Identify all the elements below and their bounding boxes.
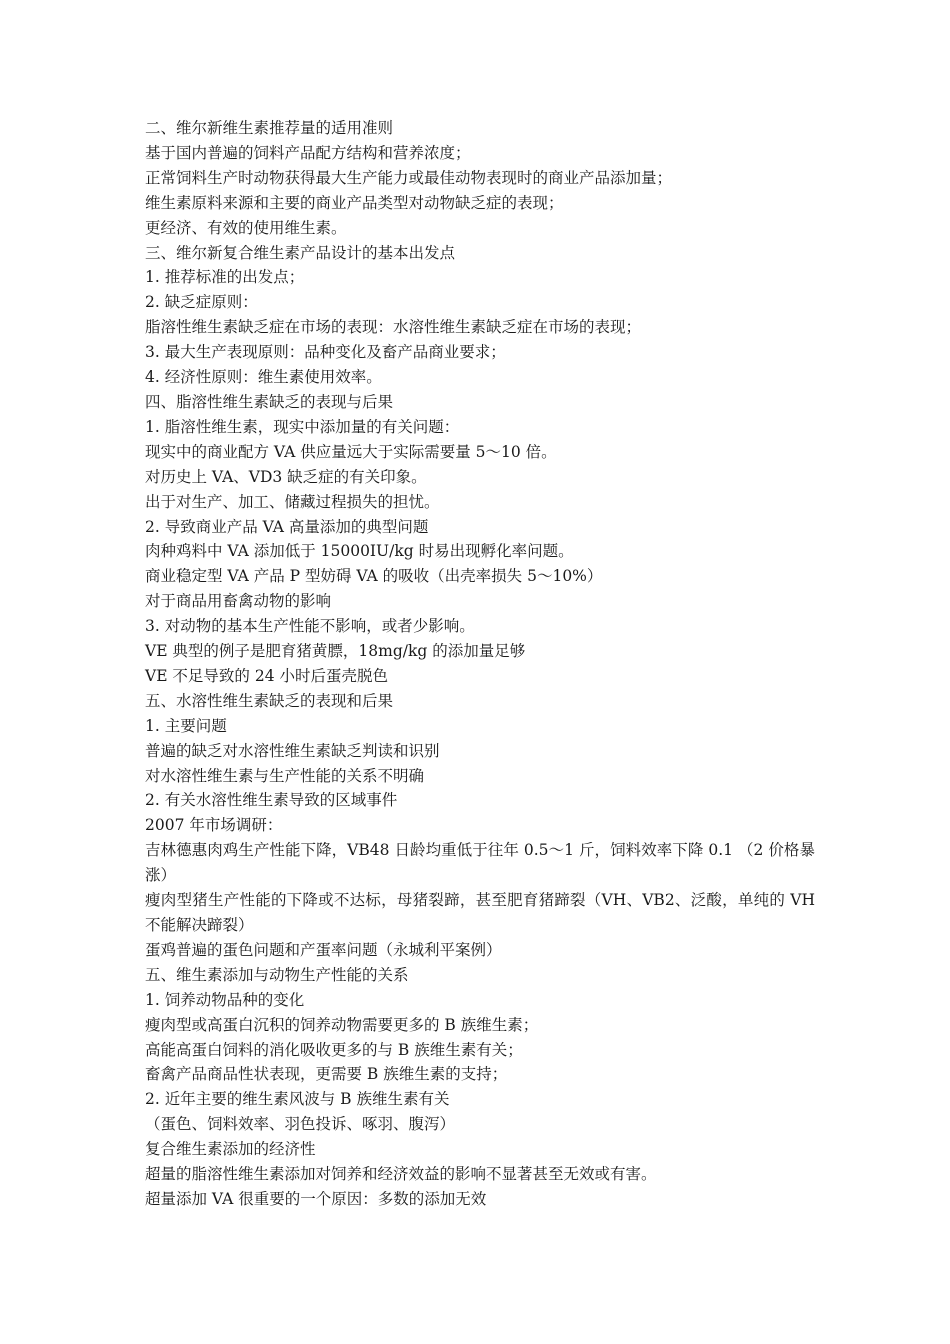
section-heading: 三、维尔新复合维生素产品设计的基本出发点 <box>145 243 456 262</box>
text-line: 1. 饲养动物品种的变化 <box>145 990 305 1009</box>
text-line: 畜禽产品商品性状表现，更需要 B 族维生素的支持； <box>145 1065 508 1084</box>
text-line: 对于商品用畜禽动物的影响 <box>145 592 332 611</box>
text-line: （蛋色、饲料效率、羽色投诉、啄羽、腹泻） <box>145 1115 456 1134</box>
text-line: 基于国内普遍的饲料产品配方结构和营养浓度； <box>145 143 471 162</box>
text-line: 蛋鸡普遍的蛋色问题和产蛋率问题（永城利平案例） <box>145 940 502 959</box>
text-line: 高能高蛋白饲料的消化吸收更多的与 B 族维生素有关； <box>145 1040 523 1059</box>
text-line: 2. 近年主要的维生素风波与 B 族维生素有关 <box>145 1090 450 1109</box>
text-line: 2. 有关水溶性维生素导致的区域事件 <box>145 791 398 810</box>
text-line: 超量添加 VA 很重要的一个原因：多数的添加无效 <box>145 1189 487 1208</box>
section-heading: 二、维尔新维生素推荐量的适用准则 <box>145 119 394 137</box>
text-paragraph: 吉林德惠肉鸡生产性能下降，VB48 日龄均重低于往年 0.5～1 斤，饲料效率下降 0.1 （2 价格暴涨） <box>145 841 815 885</box>
text-line: 1. 主要问题 <box>145 716 227 735</box>
text-line: 1. 推荐标准的出发点； <box>145 268 305 287</box>
text-paragraph: 瘦肉型猪生产性能的下降或不达标，母猪裂蹄，甚至肥育猪蹄裂（VH、VB2、泛酸，单纯的 VH 不能解决蹄裂） <box>145 891 815 934</box>
text-line: 2. 导致商业产品 VA 高量添加的典型问题 <box>145 517 429 536</box>
text-line: 商业稳定型 VA 产品 P 型妨碍 VA 的吸收（出壳率损失 5～10%） <box>145 567 603 586</box>
document-body <box>145 116 815 1212</box>
text-line: 超量的脂溶性维生素添加对饲养和经济效益的影响不显著甚至无效或有害。 <box>145 1165 657 1184</box>
text-line: VE 不足导致的 24 小时后蛋壳脱色 <box>145 666 389 685</box>
text-line: 正常饲料生产时动物获得最大生产能力或最佳动物表现时的商业产品添加量； <box>145 168 673 187</box>
text-line: 1. 脂溶性维生素，现实中添加量的有关问题： <box>145 417 460 436</box>
text-line: 2. 缺乏症原则： <box>145 293 258 312</box>
text-line: 对水溶性维生素与生产性能的关系不明确 <box>145 766 425 785</box>
text-line: 脂溶性维生素缺乏症在市场的表现：水溶性维生素缺乏症在市场的表现； <box>145 318 642 337</box>
text-line: 复合维生素添加的经济性 <box>145 1140 316 1159</box>
text-line: 现实中的商业配方 VA 供应量远大于实际需要量 5～10 倍。 <box>145 442 557 461</box>
section-heading: 四、脂溶性维生素缺乏的表现与后果 <box>145 392 394 411</box>
text-line: 肉种鸡料中 VA 添加低于 15000IU/kg 时易出现孵化率问题。 <box>145 542 574 561</box>
text-line: 维生素原料来源和主要的商业产品类型对动物缺乏症的表现； <box>145 193 564 212</box>
text-line: 对历史上 VA、VD3 缺乏症的有关印象。 <box>145 467 427 486</box>
section-heading: 五、维生素添加与动物生产性能的关系 <box>145 965 409 984</box>
text-line: VE 典型的例子是肥育猪黄膘，18mg/kg 的添加量足够 <box>145 642 526 661</box>
text-line: 4. 经济性原则：维生素使用效率。 <box>145 368 382 387</box>
text-line: 普遍的缺乏对水溶性维生素缺乏判读和识别 <box>145 741 440 760</box>
section-heading: 五、水溶性维生素缺乏的表现和后果 <box>145 691 394 710</box>
text-line: 瘦肉型或高蛋白沉积的饲养动物需要更多的 B 族维生素； <box>145 1015 539 1034</box>
text-line: 3. 最大生产表现原则：品种变化及畜产品商业要求； <box>145 343 506 362</box>
text-line: 出于对生产、加工、储藏过程损失的担忧。 <box>145 492 440 511</box>
text-line: 3. 对动物的基本生产性能不影响，或者少影响。 <box>145 617 475 636</box>
text-line: 更经济、有效的使用维生素。 <box>145 218 347 237</box>
text-line: 2007 年市场调研： <box>145 816 283 835</box>
